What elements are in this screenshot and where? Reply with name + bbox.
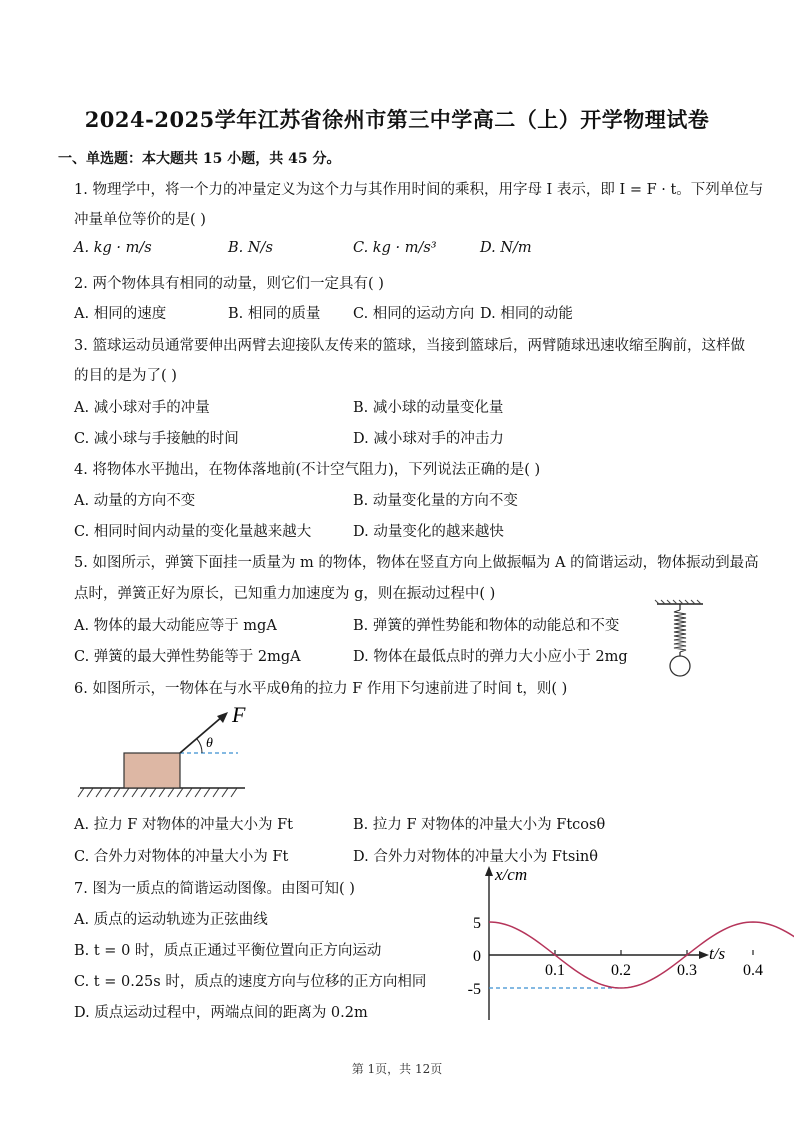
shm-graph	[465, 860, 763, 1030]
q1-stem-line1: 1. 物理学中，将一个力的冲量定义为这个力与其作用时间的乘积，用字母 I 表示，即 I = F · t。下列单位与	[74, 182, 764, 198]
q7-stem: 7. 图为一质点的简谐运动图像。由图可知( )	[74, 881, 355, 897]
spring-coil	[674, 610, 686, 652]
q3-option-c: C. 减小球与手接触的时间	[74, 431, 239, 447]
q7-option-d: D. 质点运动过程中，两端点间的距离为 0.2m	[74, 1005, 368, 1021]
spring-figure	[645, 600, 715, 685]
q7-option-b: B. t = 0 时，质点正通过平衡位置向正方向运动	[74, 943, 382, 959]
theta-label: θ	[206, 736, 213, 751]
q3-stem-line2: 的目的是为了( )	[74, 368, 177, 384]
q4-stem: 4. 将物体水平抛出，在物体落地前(不计空气阻力)，下列说法正确的是( )	[74, 462, 541, 478]
q1-stem-line2: 冲量单位等价的是( )	[74, 212, 206, 228]
q1-option-d: D. N/m	[480, 240, 532, 256]
q4-option-c: C. 相同时间内动量的变化量越来越大	[74, 524, 312, 540]
q6-option-d: D. 合外力对物体的冲量大小为 Ftsinθ	[353, 849, 598, 865]
q1-option-a: A. kg · m/s	[74, 240, 152, 256]
q5-option-a: A. 物体的最大动能应等于 mgA	[74, 618, 277, 634]
q7-option-c: C. t = 0.25s 时，质点的速度方向与位移的正方向相同	[74, 974, 427, 990]
q2-option-c: C. 相同的运动方向	[353, 306, 475, 322]
y-tick-label: -5	[467, 981, 481, 998]
force-arrowhead	[217, 712, 228, 723]
q6-stem: 6. 如图所示，一物体在与水平成θ角的拉力 F 作用下匀速前进了时间 t，则( )	[74, 681, 568, 697]
q2-stem: 2. 两个物体具有相同的动量，则它们一定具有( )	[74, 276, 384, 292]
q5-option-c: C. 弹簧的最大弹性势能等于 2mgA	[74, 649, 301, 665]
q2-option-b: B. 相同的质量	[228, 306, 321, 322]
q4-option-b: B. 动量变化量的方向不变	[353, 493, 518, 509]
y-tick-label: 5	[473, 915, 481, 932]
q5-stem-line2: 点时，弹簧正好为原长，已知重力加速度为 g，则在振动过程中( )	[74, 586, 496, 602]
page-footer: 第 1页，共 12页	[351, 1062, 443, 1076]
x-tick-label: 0.3	[677, 962, 697, 979]
q4-option-d: D. 动量变化的越来越快	[353, 524, 504, 540]
page-title: 2024-2025学年江苏省徐州市第三中学高二（上）开学物理试卷	[84, 107, 710, 132]
q3-option-b: B. 减小球的动量变化量	[353, 400, 504, 416]
x-axis-label: t/s	[709, 944, 726, 963]
q6-option-a: A. 拉力 F 对物体的冲量大小为 Ft	[74, 817, 293, 833]
q2-option-a: A. 相同的速度	[74, 306, 167, 322]
q5-option-d: D. 物体在最低点时的弹力大小应小于 2mg	[353, 649, 628, 665]
x-tick-label: 0.4	[743, 962, 763, 979]
q3-option-d: D. 减小球对手的冲击力	[353, 431, 504, 447]
q3-option-a: A. 减小球对手的冲量	[74, 400, 210, 416]
block-force-figure	[70, 700, 250, 805]
q5-option-b: B. 弹簧的弹性势能和物体的动能总和不变	[353, 618, 620, 634]
q2-option-d: D. 相同的动能	[480, 306, 573, 322]
x-tick-label: 0.1	[545, 962, 565, 979]
y-tick-label: 0	[473, 948, 481, 965]
section-heading: 一、单选题：本大题共 15 小题，共 45 分。	[58, 151, 341, 167]
x-axis-arrowhead	[699, 951, 709, 959]
y-axis-label: x/cm	[495, 865, 528, 884]
q1-option-b: B. N/s	[228, 240, 273, 256]
force-label: F	[232, 702, 246, 727]
q5-stem-line1: 5. 如图所示，弹簧下面挂一质量为 m 的物体，物体在竖直方向上做振幅为 A 的简谐运动，物体振动到最高	[74, 555, 759, 571]
y-axis-arrowhead	[485, 866, 493, 876]
q1-option-c: C. kg · m/s³	[353, 240, 437, 256]
x-tick-label: 0.2	[611, 962, 631, 979]
hanging-ball	[670, 656, 690, 676]
angle-arc	[197, 739, 202, 753]
q7-option-a: A. 质点的运动轨迹为正弦曲线	[74, 912, 268, 928]
block	[124, 753, 180, 788]
q4-option-a: A. 动量的方向不变	[74, 493, 196, 509]
q6-option-b: B. 拉力 F 对物体的冲量大小为 Ftcosθ	[353, 817, 606, 833]
q3-stem-line1: 3. 篮球运动员通常要伸出两臂去迎接队友传来的篮球，当接到篮球后，两臂随球迅速收缩至胸前，这样做	[74, 338, 745, 354]
ground-hatching	[78, 788, 237, 797]
q6-option-c: C. 合外力对物体的冲量大小为 Ft	[74, 849, 289, 865]
